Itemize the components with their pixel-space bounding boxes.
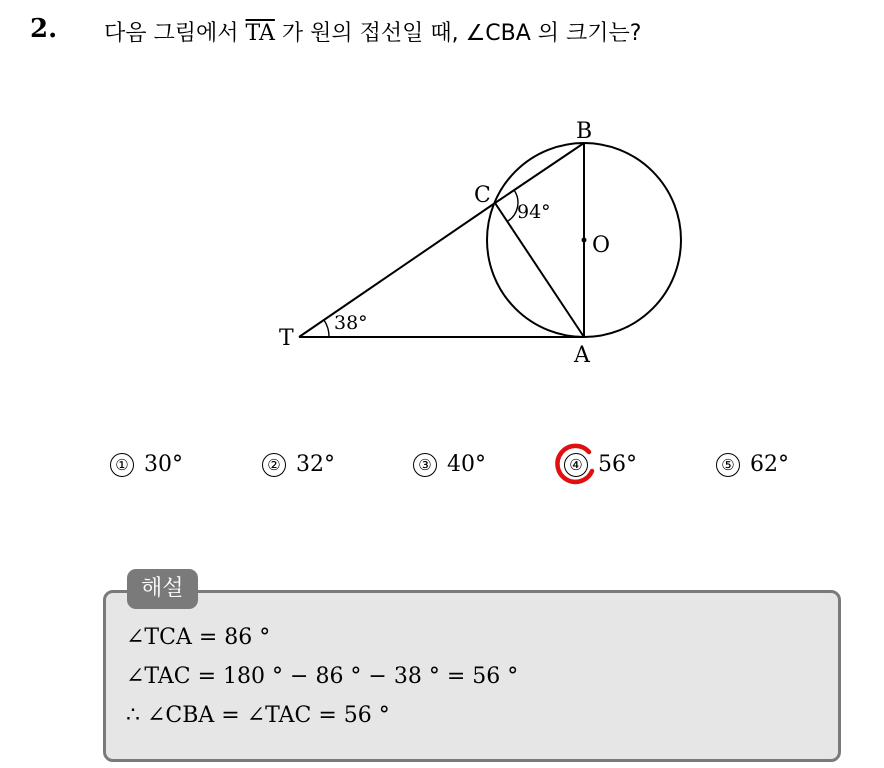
question-text-before: 다음 그림에서 [104,21,246,46]
choice-2-value: 32° [296,452,335,477]
choice-5-value: 62° [750,452,789,477]
choice-3-number: ③ [413,453,437,477]
segment-ta: $\overline{TA}$ [245,21,275,46]
solution-line-1: ∠TCA = 86 ° [126,625,271,650]
segment-ca [495,203,584,337]
answer-choices [0,452,884,488]
label-o: O [592,233,611,258]
label-a: A [574,343,590,368]
angle-label-c: 94° [517,201,551,223]
angle-arc-t [324,320,329,337]
segment-tc [299,203,495,337]
answer-mark-icon [554,443,598,487]
choice-2[interactable] [262,452,335,477]
question-text-after: 가 원의 접선일 때, ∠CBA 의 크기는? [274,21,642,46]
choice-5[interactable] [716,452,789,477]
choice-5-number: ⑤ [716,453,740,477]
choice-3[interactable] [413,452,486,477]
solution-line-2: ∠TAC = 180 ° − 86 ° − 38 ° = 56 ° [126,664,519,689]
label-b: B [576,119,593,144]
center-point [582,238,587,243]
choice-1-number: ① [110,453,134,477]
label-t: T [279,326,294,351]
solution-tag: 해설 [127,569,198,609]
choice-2-number: ② [262,453,286,477]
choice-1[interactable] [110,452,183,477]
choice-4-value: 56° [598,452,637,477]
question-number: 2. [30,14,58,44]
label-c: C [474,183,491,208]
segment-cb [495,143,584,203]
angle-label-t: 38° [334,312,368,334]
choice-3-value: 40° [447,452,486,477]
choice-4-number: ④ [564,453,588,477]
solution-line-3: ∴ ∠CBA = ∠TAC = 56 ° [126,703,390,728]
choice-1-value: 30° [144,452,183,477]
